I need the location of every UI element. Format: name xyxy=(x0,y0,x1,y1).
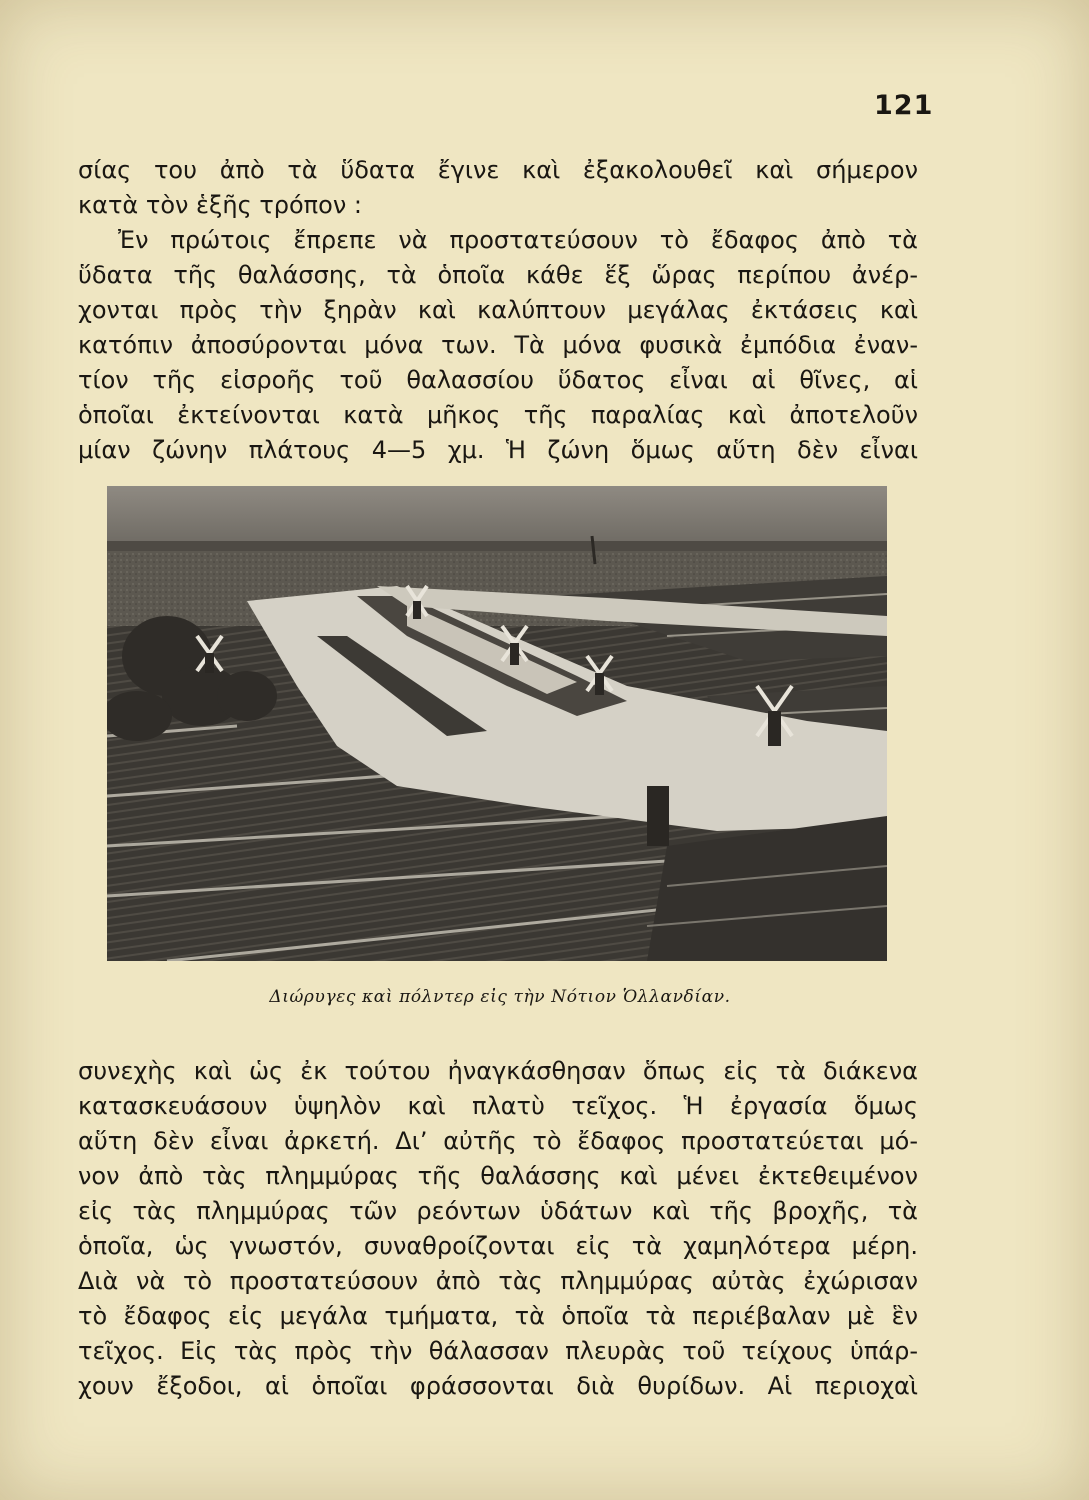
bottom-paragraph xyxy=(78,1054,918,1404)
text-line: ὁποῖα, ὡς γνωστόν, συναθροίζονται εἰς τὰ χαμηλότερα μέρη. xyxy=(78,1232,918,1260)
text-line: κατασκευάσουν ὑψηλὸν καὶ πλατὺ τεῖχος. Ἡ ἐργασία ὅμως xyxy=(78,1092,918,1120)
text-line: τὸ ἔδαφος εἰς μεγάλα τμήματα, τὰ ὁποῖα τὰ περιέβαλαν μὲ ἓν xyxy=(78,1302,918,1330)
top-paragraph xyxy=(78,153,918,468)
text-line: συνεχὴς καὶ ὡς ἐκ τούτου ἠναγκάσθησαν ὅπως εἰς τὰ διάκενα xyxy=(78,1057,918,1085)
text-line: Ἐν πρώτοις ἔπρεπε νὰ προστατεύσουν τὸ ἔδαφος ἀπὸ τὰ xyxy=(118,226,918,254)
text-line: τεῖχος. Εἰς τὰς πρὸς τὴν θάλασσαν πλευρὰς τοῦ τείχους ὑπάρ- xyxy=(78,1337,918,1365)
text-line: αὕτη δὲν εἶναι ἀρκετή. Δι’ αὐτῆς τὸ ἔδαφος προστατεύεται μό- xyxy=(78,1127,918,1155)
text-line: τίον τῆς εἰσροῆς τοῦ θαλασσίου ὕδατος εἶναι αἱ θῖνες, αἱ xyxy=(78,366,918,394)
text-line: χουν ἔξοδοι, αἱ ὁποῖαι φράσσονται διὰ θυρίδων. Αἱ περιοχαὶ xyxy=(78,1372,918,1400)
figure-caption: Διώρυγες καὶ πόλντερ εἰς τὴν Νότιον Ὁλλανδίαν. xyxy=(269,987,731,1007)
text-line: κατόπιν ἀποσύρονται μόνα των. Τὰ μόνα φυσικὰ ἐμπόδια ἐναν- xyxy=(78,331,918,359)
text-line: ὕδατα τῆς θαλάσσης, τὰ ὁποῖα κάθε ἕξ ὥρας περίπου ἀνέρ- xyxy=(78,261,918,289)
aerial-photo-canals-windmills xyxy=(107,486,887,961)
text-line: ὁποῖαι ἐκτείνονται κατὰ μῆκος τῆς παραλίας καὶ ἀποτελοῦν xyxy=(78,401,918,429)
text-line: σίας του ἀπὸ τὰ ὕδατα ἔγινε καὶ ἐξακολουθεῖ καὶ σήμερον xyxy=(78,156,918,184)
text-line: μίαν ζώνην πλάτους 4—5 χμ. Ἡ ζώνη ὅμως αὕτη δὲν εἶναι xyxy=(78,436,918,464)
text-line: νον ἀπὸ τὰς πλημμύρας τῆς θαλάσσης καὶ μένει ἐκτεθειμένον xyxy=(78,1162,918,1190)
text-line: εἰς τὰς πλημμύρας τῶν ρεόντων ὑδάτων καὶ τῆς βροχῆς, τὰ xyxy=(78,1197,918,1225)
text-line: χονται πρὸς τὴν ξηρὰν καὶ καλύπτουν μεγάλας ἐκτάσεις καὶ xyxy=(78,296,918,324)
text-line: Διὰ νὰ τὸ προστατεύσουν ἀπὸ τὰς πλημμύρας αὐτὰς ἐχώρισαν xyxy=(78,1267,918,1295)
page-number: 121 xyxy=(874,90,934,121)
text-line: κατὰ τὸν ἑξῆς τρόπον : xyxy=(78,191,362,219)
